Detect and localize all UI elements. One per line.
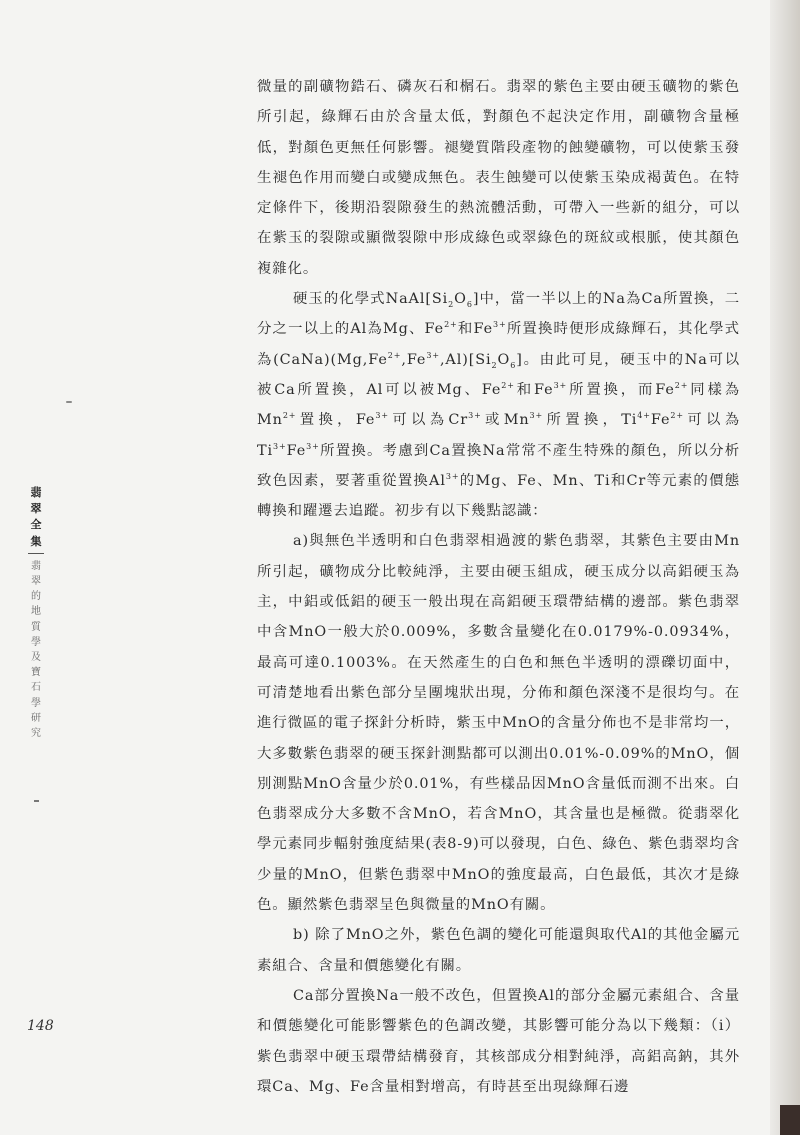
book-char: 翠 [31, 576, 41, 588]
book-char: 研 [31, 712, 41, 724]
series-char: 全 [30, 518, 42, 532]
book-char: 究 [31, 728, 41, 740]
side-label [28, 485, 44, 741]
book-char: 學 [31, 636, 41, 648]
book-char: 地 [31, 606, 41, 618]
paragraph-item-b: b) 除了MnO之外，紫色色調的變化可能還與取代Al的其他金屬元素組合、含量和價態變化有關。 [257, 927, 740, 974]
book-char: 翡 [31, 560, 41, 572]
book-char: 寶 [31, 667, 41, 679]
book-char: 的 [31, 591, 41, 603]
binding-edge-dark [780, 1105, 800, 1135]
side-divider [28, 553, 44, 554]
paragraph-chemical-formula: 硬玉的化學式$NaAl[Si_2O_6]$中，當一半以上的Na為Ca所置換，二分之一以上的Al為Mg、$Fe^{2+}$和$Fe^{3+}$所置換時便形成綠輝石，其化學式為$(CaNa)(Mg,Fe^{2+},Fe^{3+},Al)[Si_2O_6]$。由此可見，硬玉中的Na可以被Ca所置換，Al可以被Mg、$Fe^{2+}$和$Fe^{3+}$所置換，而$Fe^{2+}$同樣為$Mn^{2+}$置換，$Fe^{3+}$可以為$Cr^{3+}$或$Mn^{3+}$所置換，$Ti^{4+}Fe^{2+}$可以為$Ti^{3+}Fe^{3+}$所置換。考慮到Ca置換Na常常不產生特殊的顏色，所以分析致色因素，要著重從置換$Al^{3+}$的Mg、Fe、Mn、Ti和Cr等元素的價態轉換和躍遷去追蹤。初步有以下幾點認識： [257, 291, 741, 520]
series-char: 翡 [30, 486, 42, 499]
paragraph-mineral-color: 微量的副礦物鋯石、磷灰石和榍石。翡翠的紫色主要由硬玉礦物的紫色所引起，綠輝石由於含量太低，對顏色不起決定作用，副礦物含量極低，對顏色更無任何影響。褪變質階段產物的蝕變礦物，可以使紫玉發生褪色作用而變白或變成無色。表生蝕變可以使紫玉染成褐黃色。在特定條件下，後期沿裂隙發生的熱流體活動，可帶入一些新的組分，可以在紫玉的裂隙或顯微裂隙中形成綠色或翠綠色的斑紋或根脈，使其顏色複雜化。 [257, 79, 740, 277]
book-char: 質 [31, 621, 41, 633]
series-char: 翠 [30, 502, 42, 516]
book-char: 及 [31, 652, 41, 664]
series-char: 集 [30, 534, 42, 548]
page-edge-shadow [770, 0, 800, 1135]
book-char: 石 [31, 682, 41, 694]
paragraph-item-a: a)與無色半透明和白色翡翠相過渡的紫色翡翠，其紫色主要由Mn所引起，礦物成分比較純淨，主要由硬玉組成，硬玉成分以高鋁硬玉為主，中鋁或低鋁的硬玉一般出現在高鋁硬玉環帶結構的邊部。紫色翡翠中含MnO一般大於0.009%，多數含量變化在0.0179%-0.0934%，最高可達0.1003%。在天然產生的白色和無色半透明的漂礫切面中，可清楚地看出紫色部分呈團塊狀出現，分佈和顏色深淺不是很均勻。在進行微區的電子探針分析時，紫玉中MnO的含量分佈也不是非常均一，大多數紫色翡翠的硬玉探針測點都可以測出0.01%-0.09%的MnO，個別測點MnO含量少於0.01%，有些樣品因MnO含量低而測不出來。白色翡翠成分大多數不含MnO，若含MnO，其含量也是極微。從翡翠化學元素同步輻射強度結果(表8-9)可以發現，白色、綠色、紫色翡翠均含少量的MnO，但紫色翡翠中MnO的強度最高，白色最低，其次才是綠色。顯然紫色翡翠呈色與微量的MnO有關。 [257, 533, 740, 914]
main-text-column [257, 72, 740, 1102]
margin-tick [34, 800, 39, 802]
book-char: 學 [31, 697, 41, 709]
scan-mark [66, 401, 72, 403]
paragraph-ca-substitution: Ca部分置換Na一般不改色，但置換Al的部分金屬元素組合、含量和價態變化可能影響紫色的色調改變，其影響可能分為以下幾類：（i） 紫色翡翠中硬玉環帶結構發育，其核部成分相對純淨，高鋁高鈉，其外環Ca、Mg、Fe含量相對增高，有時甚至出現綠輝石邊 [257, 987, 740, 1095]
page-number: 148 [27, 1018, 54, 1034]
